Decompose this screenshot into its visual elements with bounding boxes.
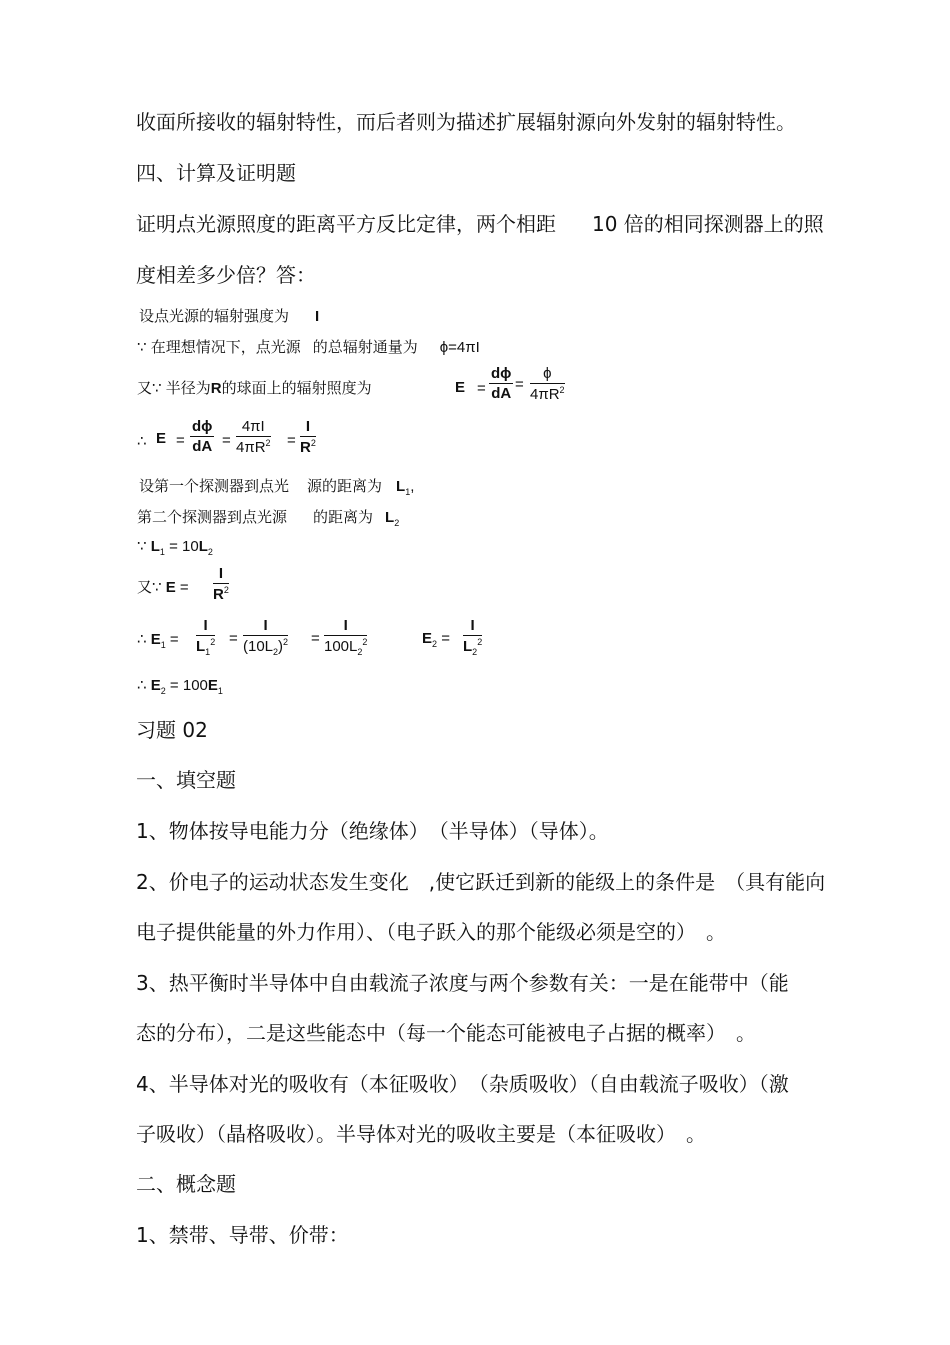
section-heading: 二、概念题 [136,1172,236,1196]
text-span: 源的距离为 [307,478,383,495]
numerator: dϕ [491,365,512,382]
denominator: $4\pi R^2$ [236,438,271,456]
math-symbol: E [156,430,167,447]
equals-sign: = [222,432,231,449]
text-span: 证明点光源照度的距离平方反比定律，两个相距 [136,212,556,236]
derivation-line: 设第一个探测器到点光 源的距离为 $L_1$, [139,478,415,497]
text-line [136,208,824,237]
text-span: 的总辐射通量为 [312,339,418,356]
math-expression: ϕ=4πI [439,339,480,356]
numerator: I [213,565,229,584]
fraction [213,565,229,603]
numerator: dϕ [192,418,213,435]
equals-sign: = [515,376,524,393]
math-symbol: L [150,538,160,555]
derivation-line [139,305,319,326]
therefore-symbol: ∴ [137,677,147,694]
derivation-line: $E_2$ = [422,630,450,649]
numerator: ϕ [530,365,565,384]
fraction [463,617,482,657]
derivation-line: ∴ $E_1$ = [137,631,179,650]
question-line: 态的分布），二是这些能态中（每一个能态可能被电子占据的概率） 。 [136,1021,756,1045]
derivation-line [137,336,480,357]
fraction [530,365,565,403]
text-line: 收面所接收的辐射特性，而后者则为描述扩展辐射源向外发射的辐射特性。 [136,110,796,134]
therefore-symbol: ∴ [137,433,147,450]
derivation-line: ∴ $E_2 = 100E_1$ [137,677,223,696]
fraction [324,617,367,657]
text-span: ∵ [137,538,147,555]
denominator: $(10L_2)^2$ [243,637,289,657]
numerator: I [196,617,215,636]
math-symbol: E [455,379,466,396]
equals-sign: = [311,630,320,647]
derivation-line [137,377,372,398]
text-span: 设第一个探测器到点光 [139,478,290,495]
text-span: 又∵ [137,579,162,596]
denominator: $R^2$ [213,585,229,603]
question-line: 2、价电子的运动状态发生变化 ,使它跃迁到新的能级上的条件是 （具有能向 [136,870,826,894]
math-symbol: E [150,631,161,648]
fraction [243,617,288,657]
denominator: $100L_2^2$ [324,637,368,657]
denominator: dA [192,438,213,455]
equals-sign: = [229,630,238,647]
math-symbol: I [315,308,320,325]
math-symbol: L [396,478,406,495]
equals-sign: = [477,380,486,397]
text-line: 度相差多少倍？答： [136,263,316,287]
numerator: I [300,418,316,437]
text-span: 10 倍的相同探测器上的照 [592,212,824,236]
denominator: $4\pi R^2$ [530,385,565,403]
denominator: $L_2^2$ [463,637,483,657]
text-span: 的球面上的辐射照度为 [221,380,372,397]
question-line: 1、物体按导电能力分（绝缘体） （半导体）（导体）。 [136,819,609,843]
math-symbol: R [210,380,222,397]
denominator: $R^2$ [300,438,316,456]
math-symbol: L [385,509,395,526]
math-symbol: E [150,677,161,694]
fraction [196,617,215,657]
numerator: I [463,617,482,636]
text-span: 的距离为 [313,509,374,526]
text-span: 设点光源的辐射强度为 [139,308,290,325]
numerator: I [324,617,367,636]
question-line: 电子提供能量的外力作用）、（电子跃入的那个能级必须是空的） 。 [136,920,726,944]
question-line: 4、半导体对光的吸收有（本征吸收） （杂质吸收）（自由载流子吸收）（激 [136,1072,789,1096]
equals-sign: = [176,432,185,449]
denominator: $L_1^2$ [196,637,216,657]
text-span: ∵ 在理想情况下，点光源 [137,339,301,356]
fraction [489,365,513,402]
derivation-line: 又∵ E = [137,579,189,596]
question-line: 子吸收）（晶格吸收）。半导体对光的吸收主要是（本征吸收） 。 [136,1122,706,1146]
numerator: 4πI [236,418,271,437]
fraction [190,418,214,455]
equals-sign: = [287,432,296,449]
math-symbol: E [165,579,176,596]
text-span: 第二个探测器到点光源 [137,509,288,526]
fraction [300,418,316,456]
derivation-line: 第二个探测器到点光源 的距离为 $L_2$ [137,509,400,528]
section-heading: 一、填空题 [136,768,236,792]
numerator: I [243,617,288,636]
section-heading: 四、计算及证明题 [136,161,296,185]
text-span: 又∵ 半径为 [137,380,211,397]
math-symbol: E [422,630,433,647]
fraction [236,418,271,456]
exercise-heading: 习题 02 [136,718,208,742]
therefore-symbol: ∴ [137,631,147,648]
derivation-line: ∵ $L_1 = 10L_2$ [137,538,213,557]
question-line: 1、禁带、导带、价带： [136,1223,349,1247]
denominator: dA [491,385,512,402]
question-line: 3、热平衡时半导体中自由载流子浓度与两个参数有关：一是在能带中（能 [136,971,789,995]
